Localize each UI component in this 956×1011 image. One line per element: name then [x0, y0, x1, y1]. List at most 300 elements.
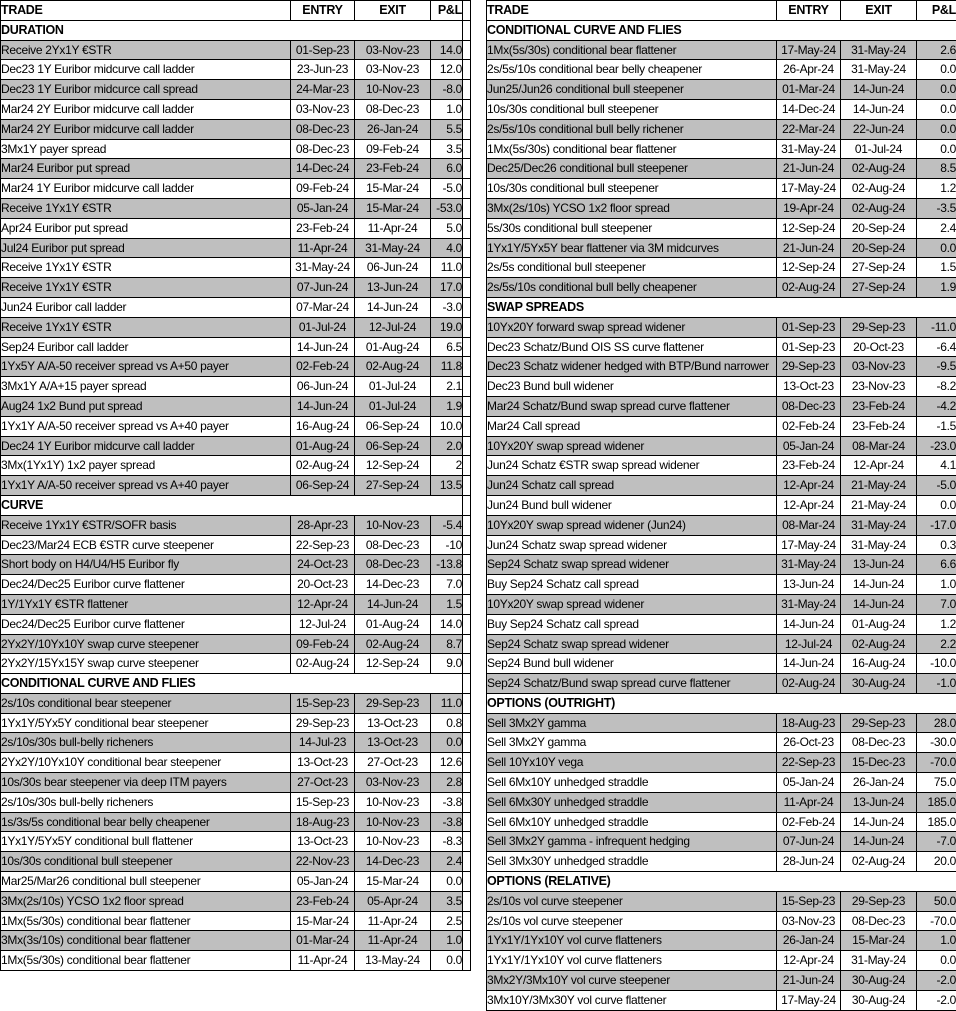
- trade-name: Jul24 Euribor put spread: [1, 238, 291, 258]
- pnl-value: 1.5: [917, 258, 956, 278]
- trade-row: [1, 872, 471, 892]
- trade-row: [1, 773, 471, 793]
- pnl-value: 7.0: [431, 575, 463, 595]
- entry-date: 12-Jul-24: [291, 614, 355, 634]
- pnl-value: 1.0: [431, 99, 463, 119]
- trade-row: [1, 614, 471, 634]
- entry-date: 14-Jun-24: [777, 654, 841, 674]
- entry-date: 02-Aug-24: [777, 674, 841, 694]
- column-header-trade: TRADE: [1, 1, 291, 21]
- exit-date: 08-Dec-23: [355, 535, 431, 555]
- pnl-value: -17.0: [917, 515, 956, 535]
- trade-name: 2s/10s/30s bull-belly richeners: [1, 792, 291, 812]
- trade-name: 1Mx(5s/30s) conditional bear flattener: [1, 911, 291, 931]
- entry-date: 16-Aug-24: [291, 416, 355, 436]
- trade-row: [487, 674, 956, 694]
- entry-date: 18-Aug-23: [777, 713, 841, 733]
- exit-date: 23-Feb-24: [841, 416, 917, 436]
- entry-date: 03-Nov-23: [777, 911, 841, 931]
- section-title: CURVE: [1, 495, 463, 515]
- trade-name: 3Mx(2s/10s) YCSO 1x2 floor spread: [487, 198, 777, 218]
- entry-date: 15-Sep-23: [777, 891, 841, 911]
- trade-row: [487, 555, 956, 575]
- entry-date: 02-Feb-24: [777, 812, 841, 832]
- pnl-value: 185.0: [917, 792, 956, 812]
- entry-date: 01-Mar-24: [291, 931, 355, 951]
- column-header-entry: ENTRY: [777, 1, 841, 21]
- trade-name: 2s/10s vol curve steepener: [487, 891, 777, 911]
- trade-name: Sep24 Euribor call ladder: [1, 337, 291, 357]
- pnl-value: -6.4: [917, 337, 956, 357]
- exit-date: 10-Nov-23: [355, 812, 431, 832]
- trade-name: 1Y/1Yx1Y €STR flattener: [1, 594, 291, 614]
- trade-name: Sell 3Mx30Y unhedged straddle: [487, 852, 777, 872]
- exit-date: 29-Sep-23: [841, 891, 917, 911]
- exit-date: 14-Dec-23: [355, 852, 431, 872]
- entry-date: 21-Jun-24: [777, 238, 841, 258]
- column-header-entry: ENTRY: [291, 1, 355, 21]
- trade-row: [1, 436, 471, 456]
- trade-table-right: [486, 0, 956, 1011]
- trade-row: [1, 357, 471, 377]
- exit-date: 06-Sep-24: [355, 416, 431, 436]
- pnl-value: 7.0: [917, 594, 956, 614]
- trade-row: [487, 911, 956, 931]
- exit-date: 23-Feb-24: [355, 159, 431, 179]
- pnl-value: -2.0: [917, 990, 956, 1010]
- trade-row: [1, 634, 471, 654]
- exit-date: 30-Aug-24: [841, 990, 917, 1010]
- entry-date: 02-Feb-24: [291, 357, 355, 377]
- exit-date: 02-Aug-24: [841, 179, 917, 199]
- trade-name: 2Yx2Y/15Yx15Y swap curve steepener: [1, 654, 291, 674]
- pnl-value: -5.4: [431, 515, 463, 535]
- entry-date: 29-Sep-23: [777, 357, 841, 377]
- trade-name: Dec23 1Y Euribor midcurve call ladder: [1, 60, 291, 80]
- spacer-cell: [463, 792, 471, 812]
- pnl-value: 1.2: [917, 614, 956, 634]
- exit-date: 12-Jul-24: [355, 317, 431, 337]
- trade-name: Sell 3Mx2Y gamma: [487, 733, 777, 753]
- exit-date: 01-Jul-24: [355, 396, 431, 416]
- exit-date: 14-Jun-24: [841, 99, 917, 119]
- trade-name: Sell 3Mx2Y gamma - infrequent hedging: [487, 832, 777, 852]
- spacer-cell: [463, 535, 471, 555]
- trade-name: Dec24/Dec25 Euribor curve flattener: [1, 575, 291, 595]
- pnl-value: -11.0: [917, 317, 956, 337]
- trade-name: Sell 6Mx30Y unhedged straddle: [487, 792, 777, 812]
- pnl-value: 20.0: [917, 852, 956, 872]
- trade-name: 1Yx1Y/1Yx10Y vol curve flatteners: [487, 951, 777, 971]
- trade-row: [1, 911, 471, 931]
- spacer-cell: [463, 654, 471, 674]
- exit-date: 10-Nov-23: [355, 80, 431, 100]
- trade-row: [1, 119, 471, 139]
- trade-name: Sell 3Mx2Y gamma: [487, 713, 777, 733]
- exit-date: 13-Jun-24: [355, 278, 431, 298]
- trade-row: [1, 693, 471, 713]
- exit-date: 08-Dec-23: [355, 99, 431, 119]
- spacer-cell: [463, 753, 471, 773]
- spacer-cell: [463, 575, 471, 595]
- entry-date: 20-Oct-23: [291, 575, 355, 595]
- exit-date: 03-Nov-23: [355, 40, 431, 60]
- exit-date: 13-Oct-23: [355, 713, 431, 733]
- trade-row: [487, 614, 956, 634]
- trade-name: 10Yx20Y swap spread widener: [487, 436, 777, 456]
- pnl-value: 1.0: [431, 931, 463, 951]
- entry-date: 22-Sep-23: [291, 535, 355, 555]
- trade-row: [487, 60, 956, 80]
- exit-date: 13-May-24: [355, 951, 431, 971]
- pnl-value: -4.2: [917, 396, 956, 416]
- entry-date: 07-Jun-24: [777, 832, 841, 852]
- trade-row: [1, 377, 471, 397]
- trade-row: [487, 634, 956, 654]
- spacer-cell: [463, 634, 471, 654]
- exit-date: 20-Sep-24: [841, 238, 917, 258]
- exit-date: 12-Apr-24: [841, 456, 917, 476]
- pnl-value: 0.0: [917, 60, 956, 80]
- trade-name: 10Yx20Y swap spread widener (Jun24): [487, 515, 777, 535]
- entry-date: 01-Sep-23: [777, 337, 841, 357]
- trade-row: [487, 990, 956, 1010]
- exit-date: 27-Sep-24: [355, 476, 431, 496]
- pnl-value: -53.0: [431, 198, 463, 218]
- entry-date: 23-Feb-24: [777, 456, 841, 476]
- trade-row: [487, 891, 956, 911]
- pnl-value: -3.5: [917, 198, 956, 218]
- trade-row: [487, 80, 956, 100]
- spacer-cell: [463, 20, 471, 40]
- spacer-cell: [463, 713, 471, 733]
- trade-name: Jun24 Schatz call spread: [487, 476, 777, 496]
- entry-date: 12-Jul-24: [777, 634, 841, 654]
- entry-date: 13-Oct-23: [291, 753, 355, 773]
- spacer-cell: [463, 159, 471, 179]
- entry-date: 02-Aug-24: [291, 654, 355, 674]
- spacer-cell: [463, 515, 471, 535]
- trade-name: 2s/10s vol curve steepener: [487, 911, 777, 931]
- pnl-value: -5.0: [917, 476, 956, 496]
- trade-name: Buy Sep24 Schatz call spread: [487, 575, 777, 595]
- trade-row: [487, 317, 956, 337]
- trade-row: [1, 139, 471, 159]
- exit-date: 27-Sep-24: [841, 278, 917, 298]
- spacer-cell: [463, 40, 471, 60]
- trade-row: [1, 515, 471, 535]
- entry-date: 13-Oct-23: [777, 377, 841, 397]
- pnl-value: 11.8: [431, 357, 463, 377]
- trade-row: [487, 535, 956, 555]
- pnl-value: 0.0: [431, 733, 463, 753]
- entry-date: 06-Jun-24: [291, 377, 355, 397]
- spacer-cell: [463, 931, 471, 951]
- pnl-value: -1.0: [917, 674, 956, 694]
- entry-date: 09-Feb-24: [291, 179, 355, 199]
- pnl-value: 1.2: [917, 179, 956, 199]
- pnl-value: -10.0: [917, 654, 956, 674]
- pnl-value: 11.0: [431, 693, 463, 713]
- pnl-value: 6.5: [431, 337, 463, 357]
- trade-name: Mar24 Schatz/Bund swap spread curve flattener: [487, 396, 777, 416]
- exit-date: 21-May-24: [841, 476, 917, 496]
- pnl-value: 185.0: [917, 812, 956, 832]
- section-title: OPTIONS (OUTRIGHT): [487, 693, 956, 713]
- trade-name: 1Yx5Y A/A-50 receiver spread vs A+50 payer: [1, 357, 291, 377]
- pnl-value: 1.0: [917, 931, 956, 951]
- pnl-value: -8.3: [431, 832, 463, 852]
- exit-date: 29-Sep-23: [841, 317, 917, 337]
- exit-date: 08-Dec-23: [355, 555, 431, 575]
- trade-row: [487, 198, 956, 218]
- entry-date: 12-Sep-24: [777, 258, 841, 278]
- pnl-value: 0.3: [917, 535, 956, 555]
- exit-date: 14-Dec-23: [355, 575, 431, 595]
- pnl-value: 9.0: [431, 654, 463, 674]
- section-header-row: [1, 495, 471, 515]
- exit-date: 30-Aug-24: [841, 971, 917, 991]
- trade-row: [1, 733, 471, 753]
- pnl-value: 12.6: [431, 753, 463, 773]
- pnl-value: 14.0: [431, 614, 463, 634]
- trade-row: [487, 832, 956, 852]
- pnl-value: 0.0: [917, 951, 956, 971]
- trade-name: Receive 1Yx1Y €STR/SOFR basis: [1, 515, 291, 535]
- trade-row: [487, 396, 956, 416]
- entry-date: 22-Nov-23: [291, 852, 355, 872]
- pnl-value: -3.0: [431, 297, 463, 317]
- spacer-cell: [463, 218, 471, 238]
- entry-date: 05-Jan-24: [777, 773, 841, 793]
- exit-date: 30-Aug-24: [841, 674, 917, 694]
- entry-date: 31-May-24: [777, 594, 841, 614]
- trade-row: [487, 495, 956, 515]
- entry-date: 12-Apr-24: [777, 476, 841, 496]
- pnl-value: 2.4: [431, 852, 463, 872]
- trade-row: [487, 99, 956, 119]
- entry-date: 05-Jan-24: [777, 436, 841, 456]
- trade-row: [487, 753, 956, 773]
- trade-name: Mar24 1Y Euribor midcurve call ladder: [1, 179, 291, 199]
- entry-date: 26-Jan-24: [777, 931, 841, 951]
- spacer-cell: [463, 198, 471, 218]
- trade-row: [1, 931, 471, 951]
- pnl-value: 19.0: [431, 317, 463, 337]
- trade-name: 3Mx2Y/3Mx10Y vol curve steepener: [487, 971, 777, 991]
- exit-date: 20-Sep-24: [841, 218, 917, 238]
- trade-name: Mar24 Call spread: [487, 416, 777, 436]
- exit-date: 26-Jan-24: [355, 119, 431, 139]
- trade-table-left: [0, 0, 471, 971]
- trade-name: 2s/5s/10s conditional bear belly cheapener: [487, 60, 777, 80]
- trade-name: Dec23 Schatz widener hedged with BTP/Bund narrower: [487, 357, 777, 377]
- pnl-value: -7.0: [917, 832, 956, 852]
- pnl-value: 1.0: [917, 575, 956, 595]
- trade-name: 10s/30s bear steepener via deep ITM payers: [1, 773, 291, 793]
- trade-name: 3Mx(3s/10s) conditional bear flattener: [1, 931, 291, 951]
- trade-row: [1, 792, 471, 812]
- trade-name: Jun25/Jun26 conditional bull steepener: [487, 80, 777, 100]
- trade-name: Dec23 1Y Euribor midcurce call spread: [1, 80, 291, 100]
- entry-date: 01-Mar-24: [777, 80, 841, 100]
- trade-row: [487, 377, 956, 397]
- exit-date: 31-May-24: [841, 40, 917, 60]
- entry-date: 13-Jun-24: [777, 575, 841, 595]
- exit-date: 11-Apr-24: [355, 911, 431, 931]
- spacer-cell: [463, 317, 471, 337]
- entry-date: 11-Apr-24: [291, 238, 355, 258]
- section-header-row: [487, 872, 956, 892]
- trade-row: [487, 852, 956, 872]
- pnl-value: 5.5: [431, 119, 463, 139]
- entry-date: 02-Feb-24: [777, 416, 841, 436]
- spacer-cell: [463, 674, 471, 694]
- spacer-cell: [463, 396, 471, 416]
- column-header-exit: EXIT: [355, 1, 431, 21]
- exit-date: 02-Aug-24: [355, 634, 431, 654]
- entry-date: 14-Jun-24: [291, 396, 355, 416]
- section-title: DURATION: [1, 20, 463, 40]
- trade-row: [487, 278, 956, 298]
- spacer-cell: [463, 238, 471, 258]
- trade-row: [487, 773, 956, 793]
- trade-row: [487, 594, 956, 614]
- trade-name: 5s/30s conditional bull steepener: [487, 218, 777, 238]
- spacer-cell: [463, 832, 471, 852]
- trade-row: [487, 416, 956, 436]
- trade-row: [487, 456, 956, 476]
- section-title: SWAP SPREADS: [487, 297, 956, 317]
- exit-date: 02-Aug-24: [841, 634, 917, 654]
- exit-date: 26-Jan-24: [841, 773, 917, 793]
- trade-name: Sep24 Schatz swap spread widener: [487, 634, 777, 654]
- entry-date: 08-Dec-23: [291, 119, 355, 139]
- entry-date: 14-Dec-24: [291, 159, 355, 179]
- exit-date: 14-Jun-24: [841, 594, 917, 614]
- exit-date: 15-Mar-24: [355, 198, 431, 218]
- trade-name: 2s/5s/10s conditional bull belly richener: [487, 119, 777, 139]
- exit-date: 12-Sep-24: [355, 456, 431, 476]
- exit-date: 08-Mar-24: [841, 436, 917, 456]
- spacer-cell: [463, 297, 471, 317]
- entry-date: 31-May-24: [777, 555, 841, 575]
- trade-row: [1, 654, 471, 674]
- pnl-value: 14.0: [431, 40, 463, 60]
- entry-date: 08-Dec-23: [777, 396, 841, 416]
- trade-name: Mar24 2Y Euribor midcurve call ladder: [1, 99, 291, 119]
- pnl-value: 0.0: [917, 495, 956, 515]
- entry-date: 23-Feb-24: [291, 891, 355, 911]
- pnl-value: 0.0: [917, 99, 956, 119]
- section-header-row: [487, 693, 956, 713]
- trade-name: Sep24 Schatz/Bund swap spread curve flattener: [487, 674, 777, 694]
- trade-row: [487, 238, 956, 258]
- exit-date: 01-Jul-24: [841, 139, 917, 159]
- exit-date: 29-Sep-23: [355, 693, 431, 713]
- trade-row: [1, 218, 471, 238]
- exit-date: 06-Jun-24: [355, 258, 431, 278]
- pnl-value: 3.5: [431, 891, 463, 911]
- trade-name: Sep24 Bund bull widener: [487, 654, 777, 674]
- exit-date: 01-Aug-24: [355, 337, 431, 357]
- trade-row: [487, 971, 956, 991]
- pnl-value: 0.0: [431, 872, 463, 892]
- entry-date: 02-Aug-24: [291, 456, 355, 476]
- entry-date: 26-Apr-24: [777, 60, 841, 80]
- pnl-value: 8.5: [917, 159, 956, 179]
- trade-name: 10Yx20Y forward swap spread widener: [487, 317, 777, 337]
- trade-name: Sep24 Schatz swap spread widener: [487, 555, 777, 575]
- trade-name: Dec24 1Y Euribor midcurve call ladder: [1, 436, 291, 456]
- exit-date: 10-Nov-23: [355, 515, 431, 535]
- exit-date: 14-Jun-24: [841, 80, 917, 100]
- exit-date: 31-May-24: [841, 951, 917, 971]
- entry-date: 24-Mar-23: [291, 80, 355, 100]
- trade-row: [1, 278, 471, 298]
- entry-date: 05-Jan-24: [291, 872, 355, 892]
- spacer-cell: [463, 614, 471, 634]
- entry-date: 03-Nov-23: [291, 99, 355, 119]
- pnl-value: 3.5: [431, 139, 463, 159]
- spacer-cell: [463, 693, 471, 713]
- exit-date: 29-Sep-23: [841, 713, 917, 733]
- trade-row: [1, 713, 471, 733]
- entry-date: 05-Jan-24: [291, 198, 355, 218]
- spacer-cell: [463, 476, 471, 496]
- trade-name: 10s/30s conditional bull steepener: [487, 99, 777, 119]
- pnl-value: 17.0: [431, 278, 463, 298]
- section-header-row: [1, 20, 471, 40]
- spacer-cell: [463, 555, 471, 575]
- trade-row: [1, 40, 471, 60]
- trade-name: Sell 6Mx10Y unhedged straddle: [487, 773, 777, 793]
- entry-date: 23-Feb-24: [291, 218, 355, 238]
- section-title: OPTIONS (RELATIVE): [487, 872, 956, 892]
- trade-row: [1, 575, 471, 595]
- exit-date: 06-Sep-24: [355, 436, 431, 456]
- exit-date: 11-Apr-24: [355, 931, 431, 951]
- exit-date: 02-Aug-24: [841, 852, 917, 872]
- entry-date: 12-Apr-24: [777, 951, 841, 971]
- trade-row: [487, 179, 956, 199]
- exit-date: 31-May-24: [841, 515, 917, 535]
- trade-name: 1s/3s/5s conditional bear belly cheapener: [1, 812, 291, 832]
- column-header-row: [1, 1, 471, 21]
- spacer-cell: [463, 951, 471, 971]
- exit-date: 31-May-24: [841, 535, 917, 555]
- entry-date: 14-Jun-24: [777, 614, 841, 634]
- exit-date: 03-Nov-23: [355, 60, 431, 80]
- pnl-value: -70.0: [917, 911, 956, 931]
- trade-row: [1, 812, 471, 832]
- entry-date: 19-Apr-24: [777, 198, 841, 218]
- entry-date: 22-Sep-23: [777, 753, 841, 773]
- entry-date: 29-Sep-23: [291, 713, 355, 733]
- section-title: CONDITIONAL CURVE AND FLIES: [1, 674, 463, 694]
- entry-date: 07-Jun-24: [291, 278, 355, 298]
- pnl-value: -2.0: [917, 971, 956, 991]
- pnl-value: -23.0: [917, 436, 956, 456]
- pnl-value: -70.0: [917, 753, 956, 773]
- spacer-cell: [463, 337, 471, 357]
- trade-row: [1, 99, 471, 119]
- spacer-cell: [463, 377, 471, 397]
- exit-date: 31-May-24: [841, 60, 917, 80]
- trade-row: [1, 753, 471, 773]
- trade-name: Dec23 Bund bull widener: [487, 377, 777, 397]
- spacer-cell: [463, 594, 471, 614]
